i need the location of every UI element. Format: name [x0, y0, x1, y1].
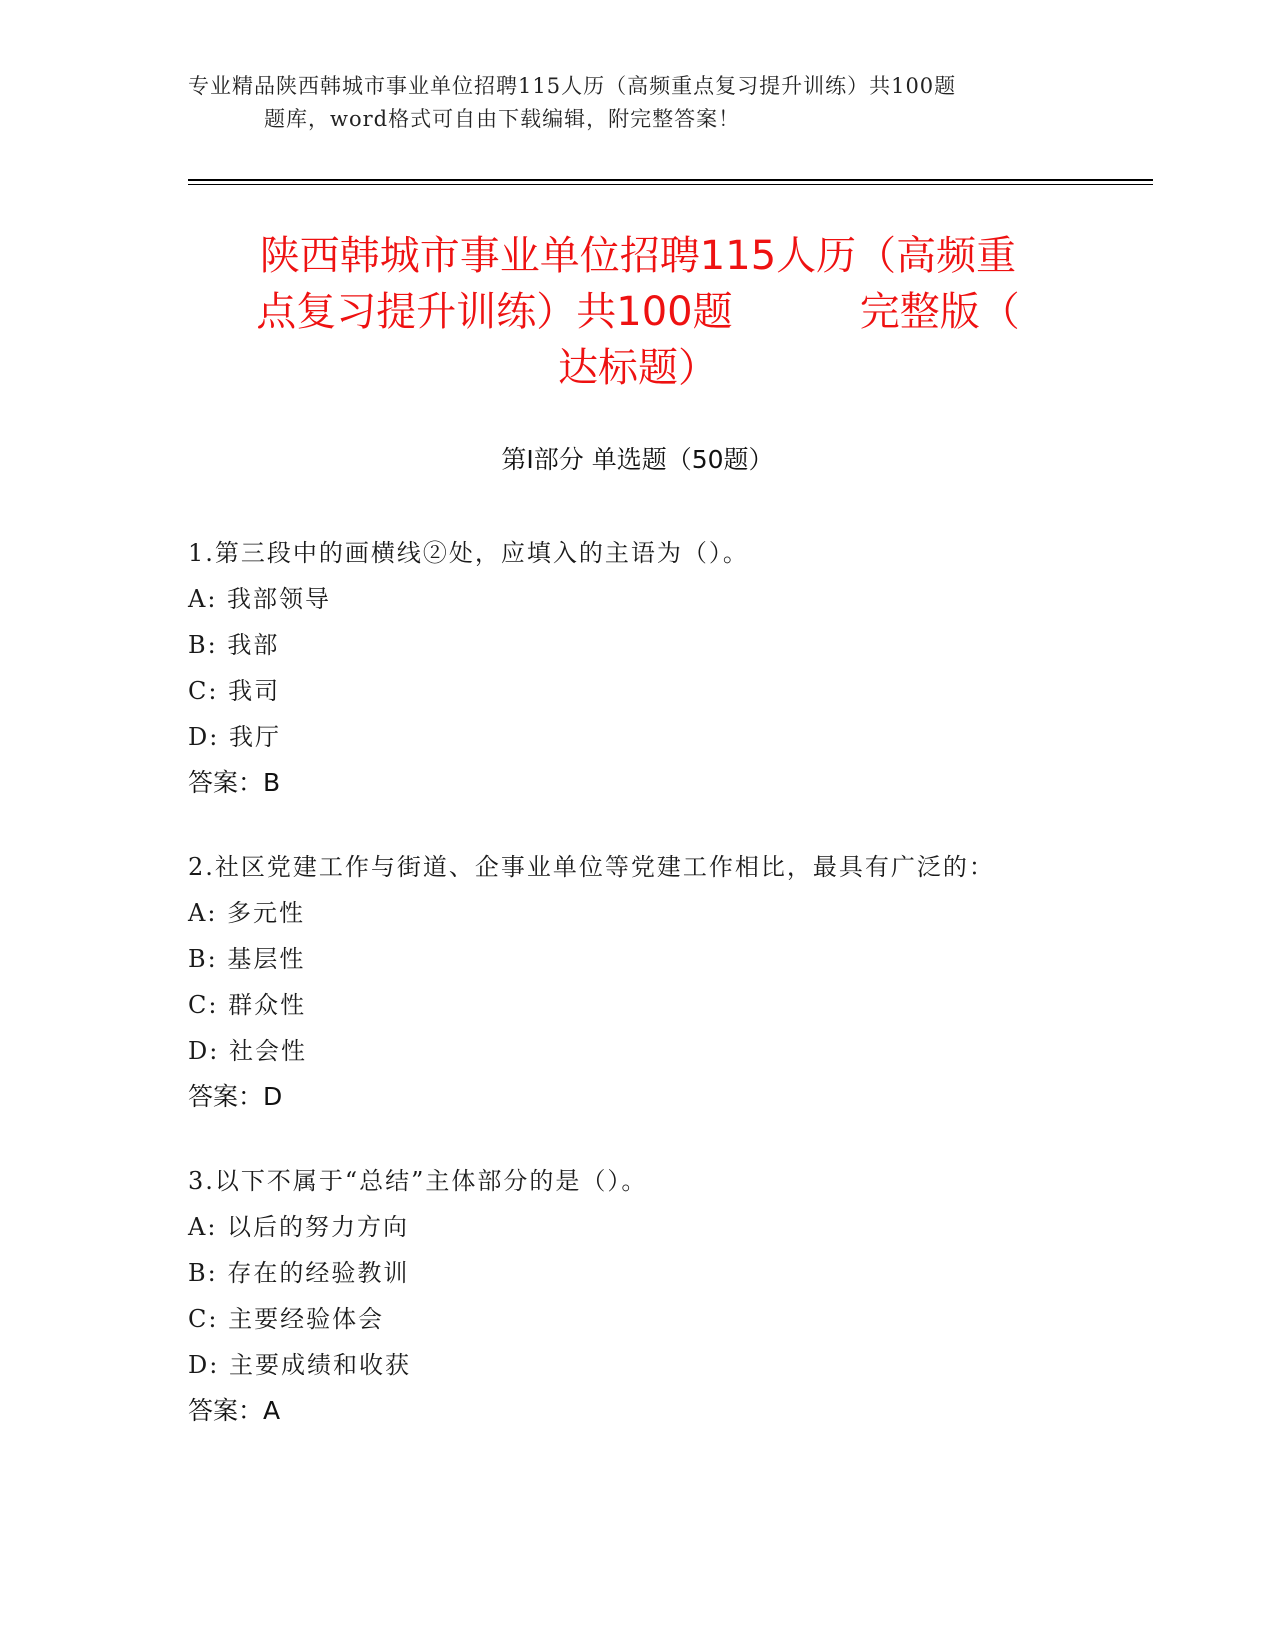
- option-c: C: 主要经验体会: [188, 1305, 385, 1333]
- option-b: B: 我部: [188, 631, 280, 659]
- header-rule-thin: [188, 184, 1153, 185]
- option-c: C: 群众性: [188, 991, 307, 1019]
- question-3: [188, 1158, 1068, 1434]
- question-1: [188, 530, 1068, 806]
- option-d: D: 社会性: [188, 1037, 307, 1065]
- answer-line: 答案：A: [188, 1396, 281, 1425]
- header-rule-thick: [188, 179, 1153, 181]
- question-stem: 3.以下不属于“总结”主体部分的是（）。: [188, 1167, 648, 1195]
- title-line-2: 点复习提升训练）共100题 完整版（: [256, 289, 1020, 335]
- option-a: A: 多元性: [188, 899, 306, 927]
- option-b: B: 存在的经验教训: [188, 1259, 410, 1287]
- option-a: A: 我部领导: [188, 585, 332, 613]
- option-a: A: 以后的努力方向: [188, 1213, 410, 1241]
- document-title: [188, 228, 1088, 396]
- question-2: [188, 844, 1068, 1120]
- question-list: [188, 530, 1068, 1472]
- option-d: D: 我厅: [188, 723, 281, 751]
- answer-line: 答案：B: [188, 768, 281, 797]
- title-line-1: 陕西韩城市事业单位招聘115人历（高频重: [259, 233, 1017, 279]
- option-b: B: 基层性: [188, 945, 306, 973]
- header-line-1: 专业精品陕西韩城市事业单位招聘115人历（高频重点复习提升训练）共100题: [188, 74, 957, 98]
- title-line-3: 达标题）: [558, 345, 718, 391]
- option-d: D: 主要成绩和收获: [188, 1351, 411, 1379]
- answer-line: 答案：D: [188, 1082, 283, 1111]
- question-stem: 2.社区党建工作与街道、企事业单位等党建工作相比，最具有广泛的：: [188, 853, 995, 881]
- question-stem: 1.第三段中的画横线②处，应填入的主语为（）。: [188, 539, 749, 567]
- header-line-2: 题库，word格式可自由下载编辑，附完整答案！: [264, 107, 741, 131]
- section-heading: 第Ⅰ部分 单选题（50题）: [501, 445, 774, 474]
- document-header: [188, 70, 1068, 136]
- option-c: C: 我司: [188, 677, 281, 705]
